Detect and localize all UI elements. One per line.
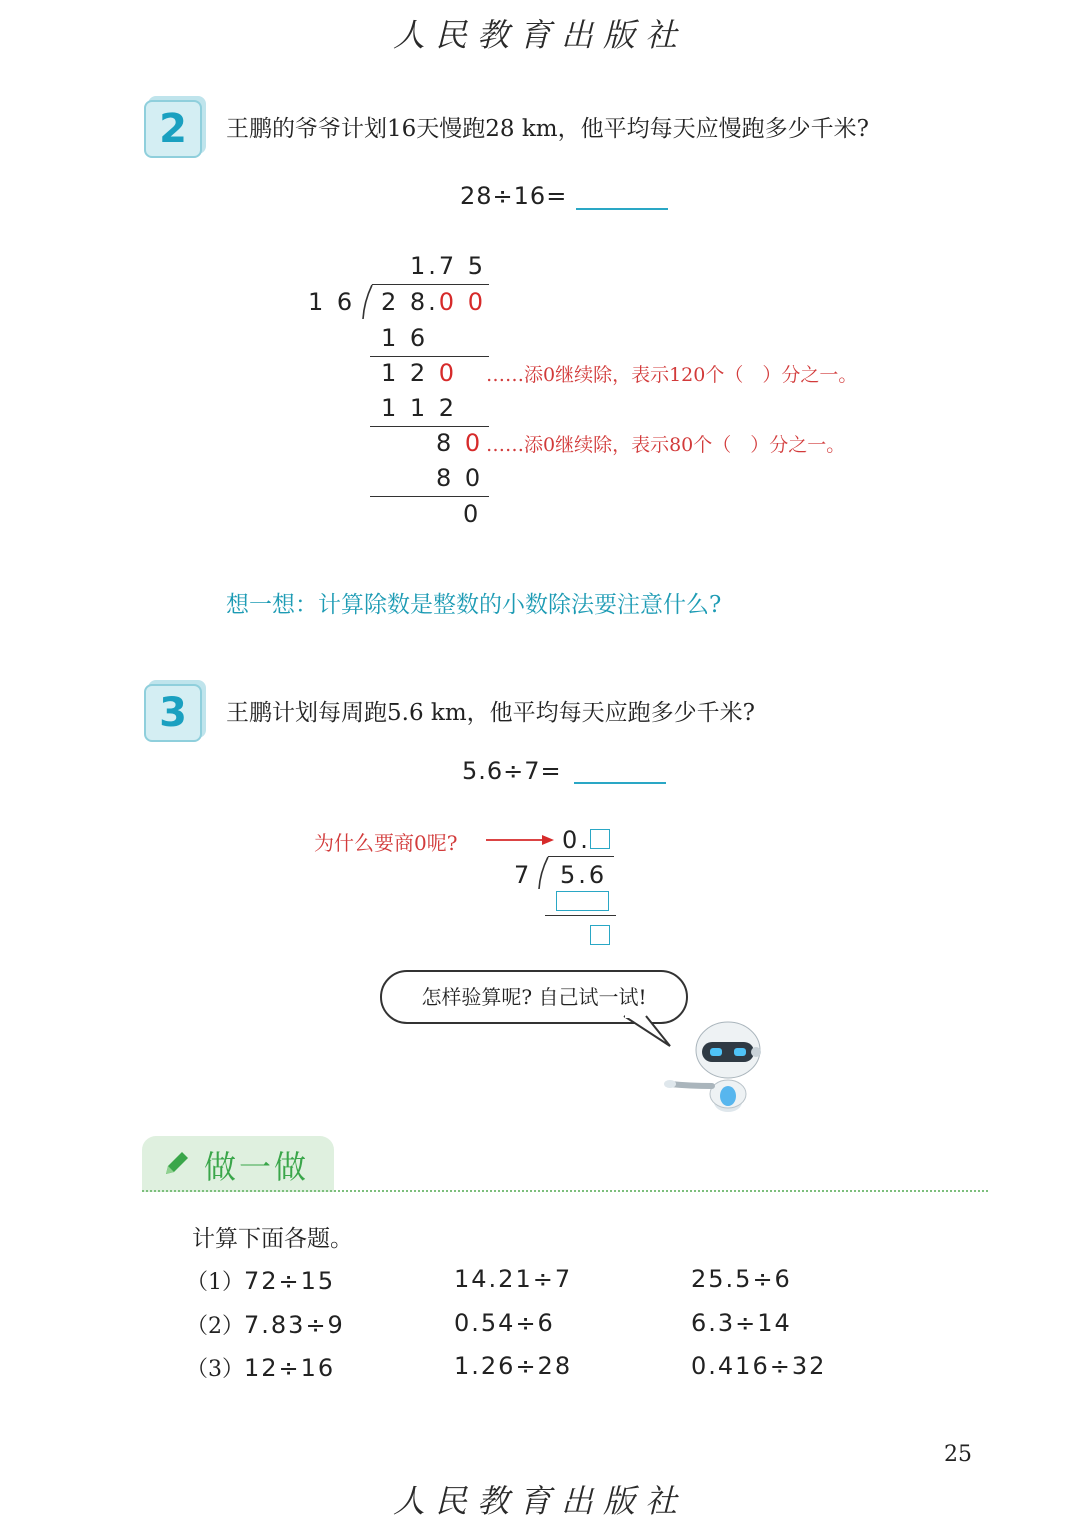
exercise-item: 7.83÷9: [244, 1311, 345, 1339]
final-remainder: 0: [463, 500, 482, 528]
equation: 28÷16=: [460, 182, 568, 210]
pencil-icon: [160, 1148, 192, 1180]
think-prompt: 想一想：计算除数是整数的小数除法要注意什么?: [226, 592, 722, 618]
exercise-item: 14.21÷7: [454, 1265, 573, 1293]
row-label: （3）: [186, 1357, 244, 1382]
exercise-item: 0.54÷6: [454, 1309, 555, 1337]
divisor: 7: [514, 861, 533, 889]
product-row: 8 0: [436, 464, 484, 492]
exercise-item: 6.3÷14: [691, 1309, 792, 1337]
product-row: 1 1 2: [381, 394, 458, 422]
exercise-item: 0.416÷32: [691, 1352, 827, 1380]
page-number: 25: [944, 1442, 972, 1467]
exercise-row: [186, 1352, 335, 1383]
answer-blank[interactable]: [574, 782, 666, 784]
problem-question: 王鹏的爷爷计划16天慢跑28 km，他平均每天应慢跑多少千米?: [226, 116, 869, 142]
remainder-row: 1 2 0: [381, 359, 458, 387]
exercise-item: 72÷15: [244, 1267, 336, 1295]
speech-bubble: 怎样验算呢? 自己试一试!: [380, 970, 688, 1024]
publisher-watermark-top: 人民教育出版社: [392, 16, 687, 54]
equation: 5.6÷7=: [462, 757, 562, 785]
arrow-icon: [484, 832, 556, 848]
practice-title: 做一做: [204, 1148, 310, 1186]
annotation-note: ……添0继续除，表示120个（ ）分之一。: [486, 364, 858, 386]
divisor: 1 6: [308, 288, 356, 316]
subtraction-line: [370, 496, 489, 497]
section-divider: [142, 1190, 988, 1192]
practice-tab: [142, 1136, 334, 1192]
problem-question: 王鹏计划每周跑5.6 km，他平均每天应跑多少千米?: [226, 700, 755, 726]
practice-instruction: 计算下面各题。: [192, 1226, 353, 1252]
publisher-watermark-bottom: 人民教育出版社: [392, 1482, 687, 1520]
subtraction-line: [370, 426, 489, 427]
dividend: 2 8.0 0: [381, 288, 486, 316]
division-bracket: [362, 284, 376, 320]
answer-blank[interactable]: [576, 208, 668, 210]
remainder-row: 8 0: [436, 429, 484, 457]
exercise-row: [186, 1265, 335, 1296]
quotient: 1.7 5: [410, 252, 487, 280]
quotient-digit-box[interactable]: [590, 829, 610, 849]
exercise-item: 1.26÷28: [454, 1352, 573, 1380]
exercise-item: 12÷16: [244, 1354, 336, 1382]
product-row: 1 6: [381, 324, 429, 352]
exercise-item: 25.5÷6: [691, 1265, 792, 1293]
annotation-note: ……添0继续除，表示80个（ ）分之一。: [486, 434, 846, 456]
why-label: 为什么要商0呢?: [314, 831, 458, 855]
robot-illustration: [660, 1012, 770, 1112]
problem-number-badge: 2: [144, 100, 202, 158]
exercise-row: [186, 1309, 345, 1340]
division-bar: [372, 284, 489, 285]
remainder-box[interactable]: [590, 925, 610, 945]
problem-number-badge: 3: [144, 684, 202, 742]
row-label: （2）: [186, 1314, 244, 1339]
quotient: 0.: [562, 826, 591, 854]
row-label: （1）: [186, 1270, 244, 1295]
subtraction-line: [370, 356, 489, 357]
division-bar: [548, 856, 614, 857]
division-bracket: [538, 856, 552, 890]
subtraction-line: [545, 915, 616, 916]
dividend: 5.6: [560, 861, 608, 889]
product-box[interactable]: [556, 891, 609, 911]
